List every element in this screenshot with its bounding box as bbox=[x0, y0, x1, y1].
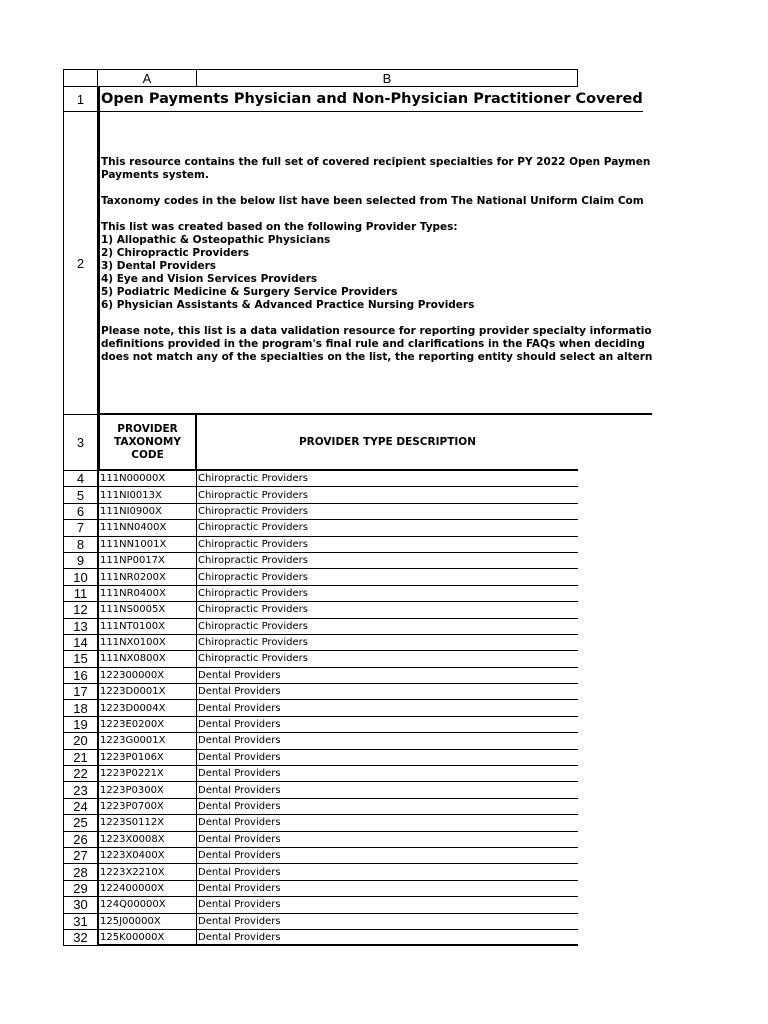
spreadsheet bbox=[63, 69, 653, 946]
taxonomy-code-cell[interactable]: 1223S0112X bbox=[98, 815, 197, 831]
provider-type-cell[interactable]: Chiropractic Providers bbox=[197, 504, 578, 520]
table-row bbox=[63, 668, 578, 684]
data-rows bbox=[63, 471, 578, 946]
taxonomy-code-cell[interactable]: 1223G0001X bbox=[98, 733, 197, 749]
taxonomy-code-cell[interactable]: 1223X0008X bbox=[98, 832, 197, 848]
row-number[interactable]: 20 bbox=[63, 733, 98, 749]
note-text: Please note, this list is a data validation resource for reporting provider specialty informatio bbox=[101, 325, 652, 337]
provider-type-item: 5) Podiatric Medicine & Surgery Service Providers bbox=[101, 286, 398, 298]
provider-type-cell[interactable]: Chiropractic Providers bbox=[197, 586, 578, 602]
taxonomy-code-cell[interactable]: 124Q00000X bbox=[98, 897, 197, 913]
taxonomy-code-cell[interactable]: 111NN0400X bbox=[98, 520, 197, 536]
row-number[interactable]: 29 bbox=[63, 881, 98, 897]
taxonomy-code-cell[interactable]: 125K00000X bbox=[98, 930, 197, 946]
taxonomy-text: Taxonomy codes in the below list have been selected from The National Uniform Claim Com bbox=[101, 195, 644, 207]
table-row bbox=[63, 733, 578, 749]
row-number[interactable]: 21 bbox=[63, 750, 98, 766]
table-row bbox=[63, 848, 578, 864]
table-row bbox=[63, 782, 578, 798]
row-number[interactable]: 23 bbox=[63, 782, 98, 798]
taxonomy-code-cell[interactable]: 1223E0200X bbox=[98, 717, 197, 733]
row-number[interactable]: 27 bbox=[63, 848, 98, 864]
provider-type-cell[interactable]: Chiropractic Providers bbox=[197, 553, 578, 569]
row-number[interactable]: 4 bbox=[63, 471, 98, 487]
provider-type-cell[interactable]: Chiropractic Providers bbox=[197, 651, 578, 667]
table-row bbox=[63, 520, 578, 536]
table-header-row bbox=[63, 415, 578, 471]
provider-type-item: 6) Physician Assistants & Advanced Practice Nursing Providers bbox=[101, 299, 475, 311]
provider-type-cell[interactable]: Chiropractic Providers bbox=[197, 537, 578, 553]
provider-type-cell[interactable]: Dental Providers bbox=[197, 750, 578, 766]
taxonomy-code-cell[interactable]: 111NI0900X bbox=[98, 504, 197, 520]
provider-type-cell[interactable]: Dental Providers bbox=[197, 848, 578, 864]
row-number[interactable]: 13 bbox=[63, 619, 98, 635]
taxonomy-code-cell[interactable]: 111NR0400X bbox=[98, 586, 197, 602]
table-row bbox=[63, 832, 578, 848]
row-number[interactable]: 12 bbox=[63, 602, 98, 618]
provider-type-cell[interactable]: Chiropractic Providers bbox=[197, 471, 578, 487]
row-number[interactable]: 19 bbox=[63, 717, 98, 733]
provider-type-cell[interactable]: Dental Providers bbox=[197, 930, 578, 946]
taxonomy-code-cell[interactable]: 111NX0800X bbox=[98, 651, 197, 667]
table-row bbox=[63, 766, 578, 782]
taxonomy-code-cell[interactable]: 111NX0100X bbox=[98, 635, 197, 651]
sheet-title[interactable]: Open Payments Physician and Non-Physician Practitioner Covered bbox=[98, 87, 643, 112]
table-row bbox=[63, 881, 578, 897]
provider-type-cell[interactable]: Dental Providers bbox=[197, 897, 578, 913]
row-number[interactable]: 8 bbox=[63, 537, 98, 553]
row-number[interactable]: 25 bbox=[63, 815, 98, 831]
provider-type-cell[interactable]: Dental Providers bbox=[197, 766, 578, 782]
table-row bbox=[63, 619, 578, 635]
row-number[interactable]: 7 bbox=[63, 520, 98, 536]
provider-type-cell[interactable]: Dental Providers bbox=[197, 864, 578, 880]
header-provider-type[interactable]: PROVIDER TYPE DESCRIPTION bbox=[197, 415, 578, 471]
provider-type-item: 1) Allopathic & Osteopathic Physicians bbox=[101, 234, 331, 246]
provider-type-cell[interactable]: Chiropractic Providers bbox=[197, 487, 578, 503]
table-row bbox=[63, 897, 578, 913]
provider-type-cell[interactable]: Dental Providers bbox=[197, 668, 578, 684]
taxonomy-code-cell[interactable]: 1223P0300X bbox=[98, 782, 197, 798]
based-on-text: This list was created based on the following Provider Types: bbox=[101, 221, 458, 233]
provider-type-cell[interactable]: Dental Providers bbox=[197, 799, 578, 815]
row-number[interactable]: 32 bbox=[63, 930, 98, 946]
provider-type-cell[interactable]: Chiropractic Providers bbox=[197, 635, 578, 651]
row-number[interactable]: 17 bbox=[63, 684, 98, 700]
table-row bbox=[63, 815, 578, 831]
taxonomy-code-cell[interactable]: 1223D0004X bbox=[98, 700, 197, 716]
provider-type-cell[interactable]: Dental Providers bbox=[197, 881, 578, 897]
intro-text: Payments system. bbox=[101, 169, 209, 181]
provider-type-cell[interactable]: Dental Providers bbox=[197, 782, 578, 798]
row-number[interactable]: 26 bbox=[63, 832, 98, 848]
taxonomy-code-cell[interactable]: 111NT0100X bbox=[98, 619, 197, 635]
provider-type-cell[interactable]: Dental Providers bbox=[197, 733, 578, 749]
table-row bbox=[63, 750, 578, 766]
table-row bbox=[63, 471, 578, 487]
row-number[interactable]: 14 bbox=[63, 635, 98, 651]
note-text: definitions provided in the program's final rule and clarifications in the FAQs when deciding bbox=[101, 338, 645, 350]
taxonomy-code-cell[interactable]: 111NR0200X bbox=[98, 569, 197, 585]
taxonomy-code-cell[interactable]: 1223P0221X bbox=[98, 766, 197, 782]
row-number[interactable]: 15 bbox=[63, 651, 98, 667]
row-number[interactable]: 3 bbox=[63, 415, 98, 471]
description-cell[interactable] bbox=[98, 112, 652, 415]
provider-type-cell[interactable]: Chiropractic Providers bbox=[197, 602, 578, 618]
taxonomy-code-cell[interactable]: 111N00000X bbox=[98, 471, 197, 487]
table-row bbox=[63, 930, 578, 946]
table-row bbox=[63, 651, 578, 667]
table-row bbox=[63, 799, 578, 815]
table-row bbox=[63, 864, 578, 880]
table-row bbox=[63, 553, 578, 569]
row-number[interactable]: 16 bbox=[63, 668, 98, 684]
taxonomy-code-cell[interactable]: 111NP0017X bbox=[98, 553, 197, 569]
row-number[interactable]: 5 bbox=[63, 487, 98, 503]
column-header-a[interactable]: A bbox=[98, 70, 197, 87]
table-row bbox=[63, 635, 578, 651]
provider-type-item: 2) Chiropractic Providers bbox=[101, 247, 250, 259]
table-row bbox=[63, 914, 578, 930]
table-row bbox=[63, 569, 578, 585]
row-number[interactable]: 31 bbox=[63, 914, 98, 930]
table-row bbox=[63, 537, 578, 553]
table-row bbox=[63, 602, 578, 618]
taxonomy-code-cell[interactable]: 111NN1001X bbox=[98, 537, 197, 553]
row-number[interactable]: 6 bbox=[63, 504, 98, 520]
table-row bbox=[63, 684, 578, 700]
row-number[interactable]: 1 bbox=[63, 87, 98, 112]
provider-type-item: 3) Dental Providers bbox=[101, 260, 217, 272]
taxonomy-code-cell[interactable]: 1223D0001X bbox=[98, 684, 197, 700]
row-number[interactable]: 30 bbox=[63, 897, 98, 913]
header-taxonomy-code[interactable]: PROVIDER TAXONOMY CODE bbox=[98, 415, 197, 471]
row-number[interactable]: 22 bbox=[63, 766, 98, 782]
title-row bbox=[63, 87, 643, 112]
provider-type-item: 4) Eye and Vision Services Providers bbox=[101, 273, 318, 285]
column-header-row bbox=[63, 69, 578, 87]
taxonomy-code-cell[interactable]: 122300000X bbox=[98, 668, 197, 684]
provider-type-cell[interactable]: Dental Providers bbox=[197, 914, 578, 930]
table-row bbox=[63, 586, 578, 602]
table-row bbox=[63, 700, 578, 716]
provider-type-cell[interactable]: Dental Providers bbox=[197, 717, 578, 733]
provider-type-cell[interactable]: Chiropractic Providers bbox=[197, 619, 578, 635]
taxonomy-code-cell[interactable]: 1223P0106X bbox=[98, 750, 197, 766]
provider-type-cell[interactable]: Dental Providers bbox=[197, 684, 578, 700]
provider-type-cell[interactable]: Dental Providers bbox=[197, 832, 578, 848]
row-number[interactable]: 24 bbox=[63, 799, 98, 815]
row-number[interactable]: 10 bbox=[63, 569, 98, 585]
provider-type-cell[interactable]: Dental Providers bbox=[197, 815, 578, 831]
description-row bbox=[63, 112, 653, 415]
taxonomy-code-cell[interactable]: 122400000X bbox=[98, 881, 197, 897]
table-row bbox=[63, 487, 578, 503]
row-number[interactable]: 18 bbox=[63, 700, 98, 716]
corner-cell[interactable] bbox=[63, 70, 98, 87]
taxonomy-code-cell[interactable]: 1223P0700X bbox=[98, 799, 197, 815]
column-header-b[interactable]: B bbox=[197, 70, 577, 87]
taxonomy-code-cell[interactable]: 1223X2210X bbox=[98, 864, 197, 880]
row-number[interactable]: 11 bbox=[63, 586, 98, 602]
taxonomy-code-cell[interactable]: 111NI0013X bbox=[98, 487, 197, 503]
taxonomy-code-cell[interactable]: 125J00000X bbox=[98, 914, 197, 930]
taxonomy-code-cell[interactable]: 1223X0400X bbox=[98, 848, 197, 864]
provider-type-cell[interactable]: Chiropractic Providers bbox=[197, 520, 578, 536]
row-number[interactable]: 28 bbox=[63, 864, 98, 880]
row-number[interactable]: 2 bbox=[63, 112, 98, 415]
taxonomy-code-cell[interactable]: 111NS0005X bbox=[98, 602, 197, 618]
provider-type-cell[interactable]: Dental Providers bbox=[197, 700, 578, 716]
table-row bbox=[63, 717, 578, 733]
row-number[interactable]: 9 bbox=[63, 553, 98, 569]
intro-text: This resource contains the full set of covered recipient specialties for PY 2022 Open Paymen bbox=[101, 156, 651, 168]
table-row bbox=[63, 504, 578, 520]
provider-type-cell[interactable]: Chiropractic Providers bbox=[197, 569, 578, 585]
note-text: does not match any of the specialties on the list, the reporting entity should select an altern bbox=[101, 351, 653, 363]
